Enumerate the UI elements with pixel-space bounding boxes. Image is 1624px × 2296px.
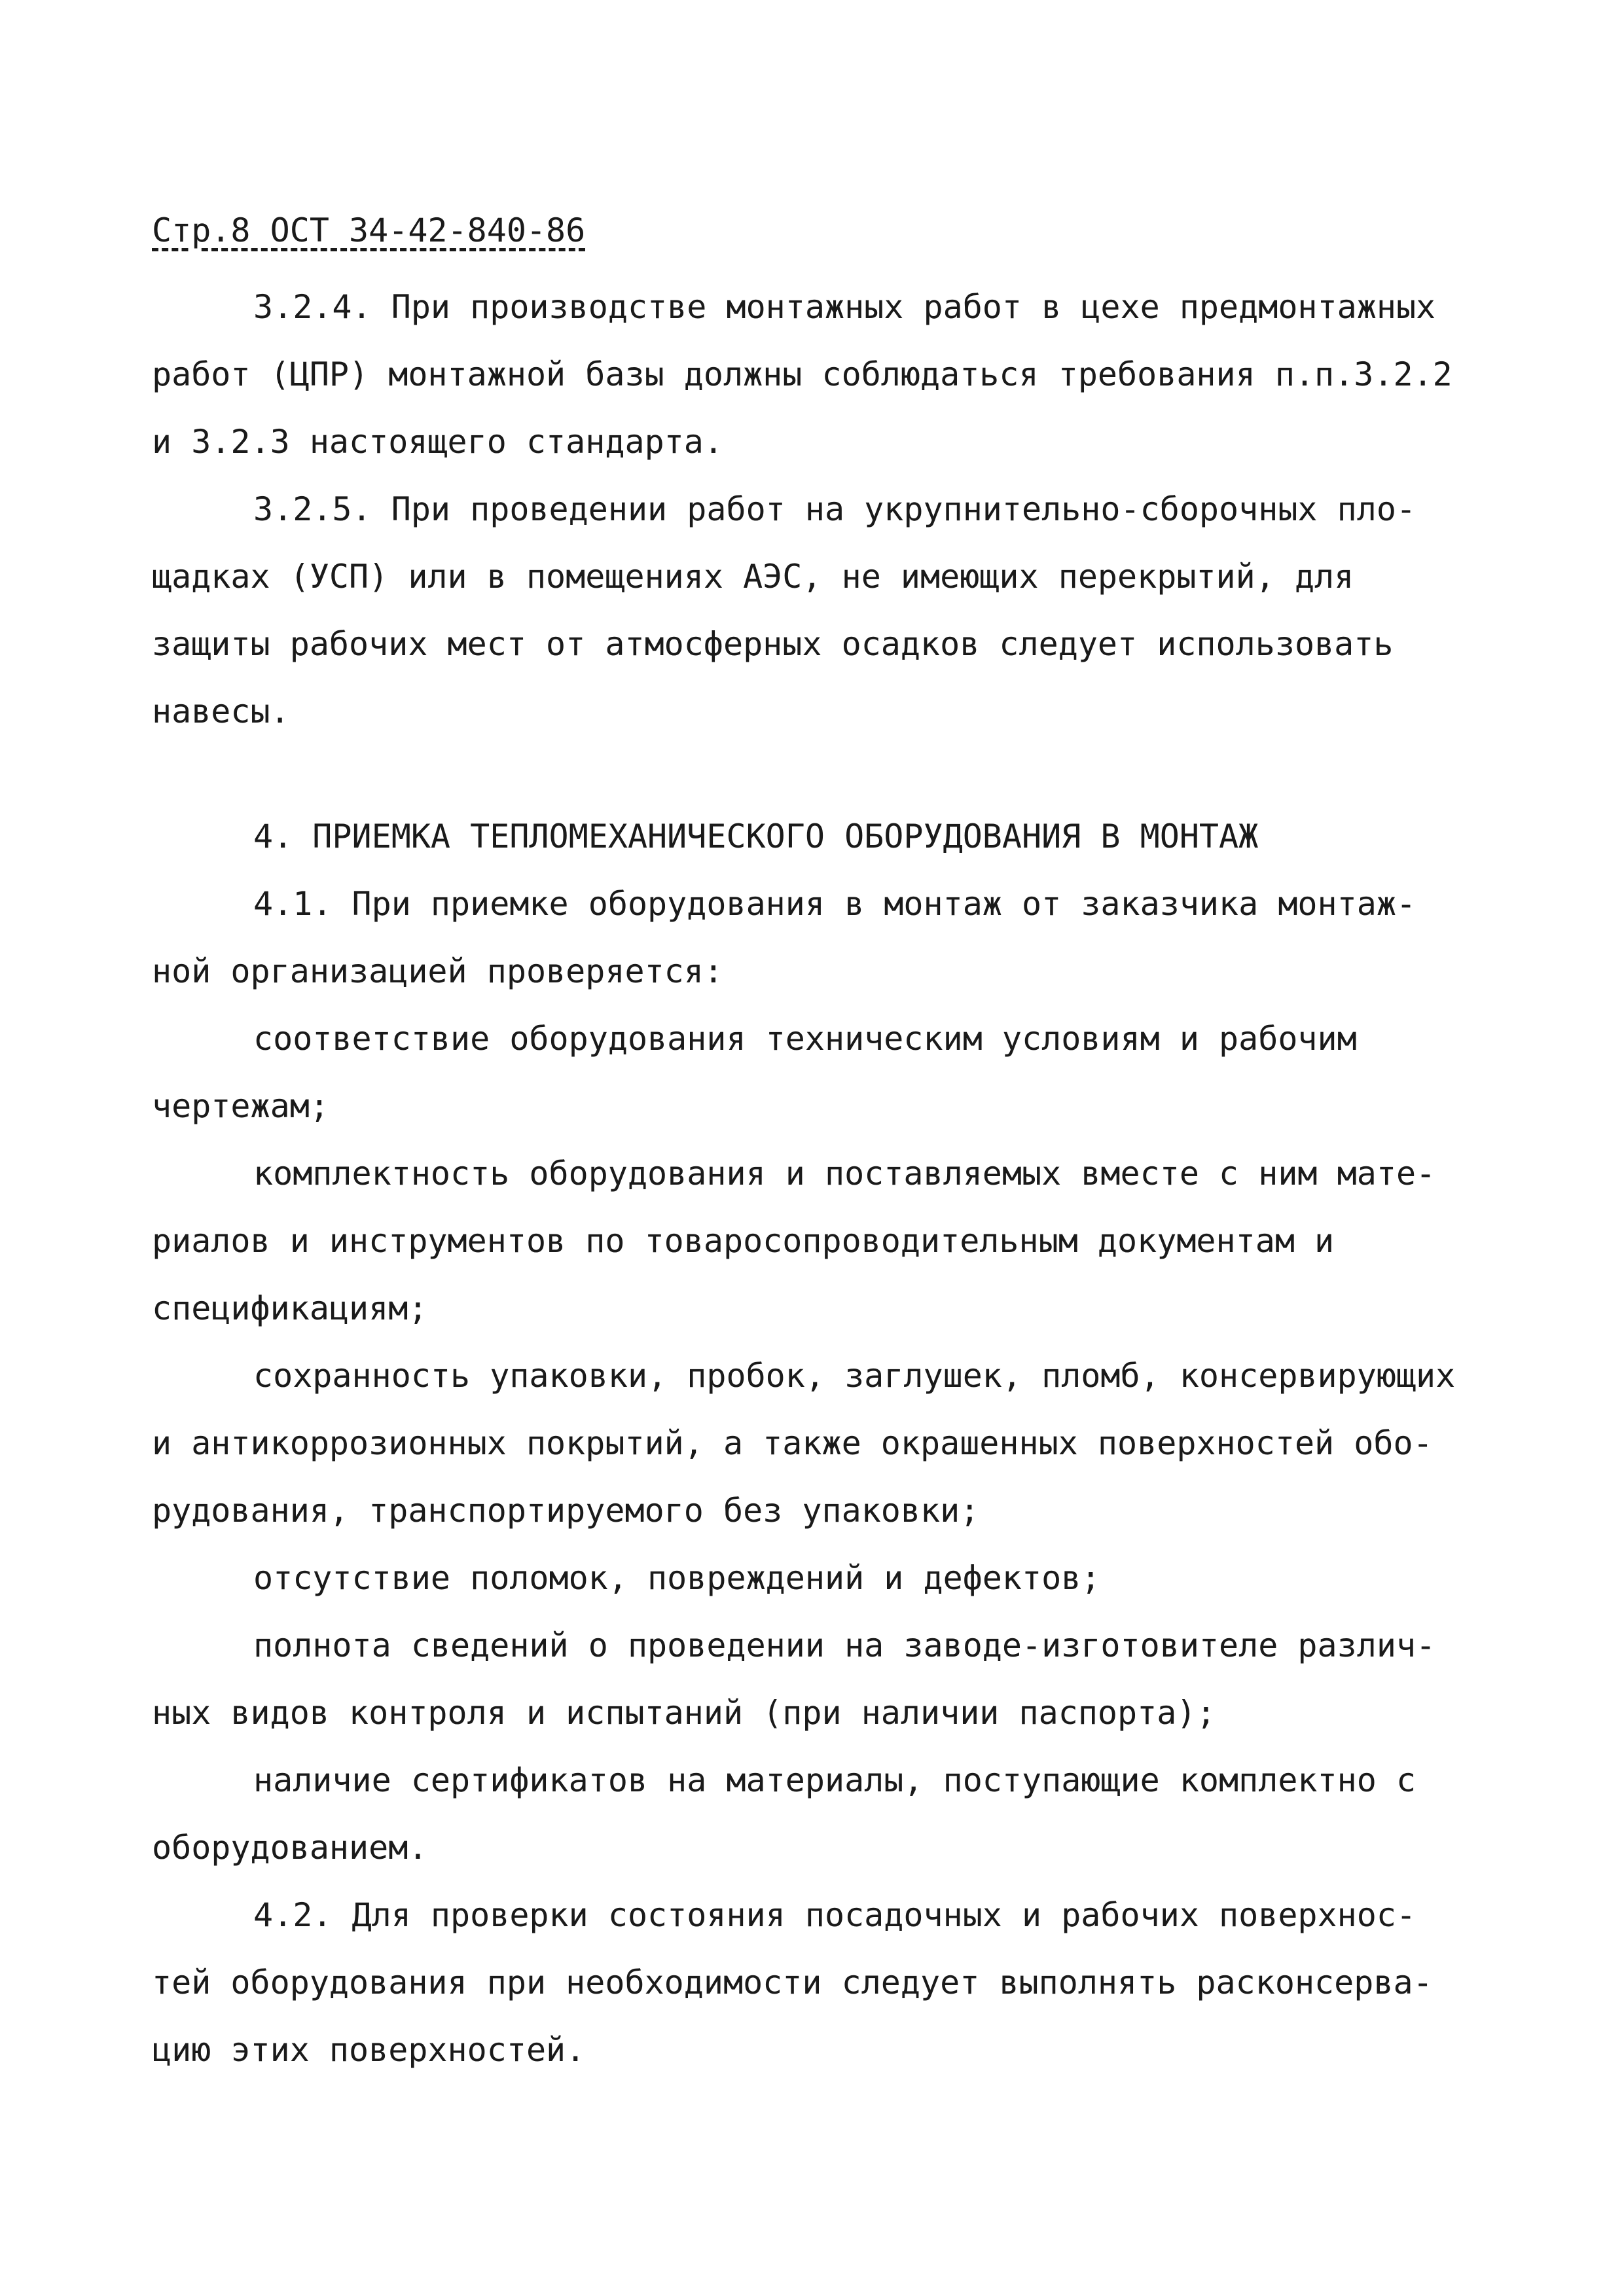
text-line: чертежам; xyxy=(152,1087,329,1125)
text-line: наличие сертификатов на материалы, поступающие комплектно с xyxy=(253,1761,1416,1799)
text-line: защиты рабочих мест от атмосферных осадков следует использовать xyxy=(152,625,1394,663)
section-3-2-paragraphs xyxy=(152,274,1500,745)
section-4-paragraphs xyxy=(152,870,1500,2084)
text-line: 3.2.4. При производстве монтажных работ в цехе предмонтажных xyxy=(253,288,1436,326)
text-line: сохранность упаковки, пробок, заглушек, пломб, консервирующих xyxy=(253,1357,1456,1395)
text-line: рудования, транспортируемого без упаковки; xyxy=(152,1492,980,1530)
document-page xyxy=(152,211,1500,2084)
text-line: 4.2. Для проверки состояния посадочных и рабочих поверхнос- xyxy=(253,1896,1416,1934)
section-gap xyxy=(152,745,1500,803)
text-line: и антикоррозионных покрытий, а также окрашенных поверхностей обо- xyxy=(152,1424,1433,1462)
text-line: тей оборудования при необходимости следует выполнять расконсерва- xyxy=(152,1964,1433,2001)
text-line: соответствие оборудования техническим условиям и рабочим xyxy=(253,1020,1357,1058)
text-line: навесы. xyxy=(152,692,290,730)
text-line: риалов и инструментов по товаросопроводительным документам и xyxy=(152,1222,1335,1260)
text-line: полнота сведений о проведении на заводе-изготовителе различ- xyxy=(253,1626,1436,1664)
text-line: и 3.2.3 настоящего стандарта. xyxy=(152,423,723,461)
text-line: цию этих поверхностей. xyxy=(152,2031,586,2069)
text-line: спецификациям; xyxy=(152,1289,428,1327)
text-line: работ (ЦПР) монтажной базы должны соблюдаться требования п.п.3.2.2 xyxy=(152,355,1453,393)
text-line: ной организацией проверяется: xyxy=(152,952,723,990)
text-line: щадках (УСП) или в помещениях АЭС, не имеющих перекрытий, для xyxy=(152,558,1354,596)
text-line: 3.2.5. При проведении работ на укрупнительно-сборочных пло- xyxy=(253,490,1416,528)
text-line: комплектность оборудования и поставляемых вместе с ним мате- xyxy=(253,1155,1436,1193)
text-line: 4.1. При приемке оборудования в монтаж от заказчика монтаж- xyxy=(253,885,1416,923)
text-line: ных видов контроля и испытаний (при наличии паспорта); xyxy=(152,1694,1216,1732)
text-line: отсутствие поломок, повреждений и дефектов; xyxy=(253,1559,1101,1597)
section-heading: 4. ПРИЕМКА ТЕПЛОМЕХАНИЧЕСКОГО ОБОРУДОВАНИЯ В МОНТАЖ xyxy=(253,817,1259,855)
text-line: оборудованием. xyxy=(152,1829,428,1867)
page-header: Стр.8 ОСТ 34-42-840-86 xyxy=(152,211,586,249)
